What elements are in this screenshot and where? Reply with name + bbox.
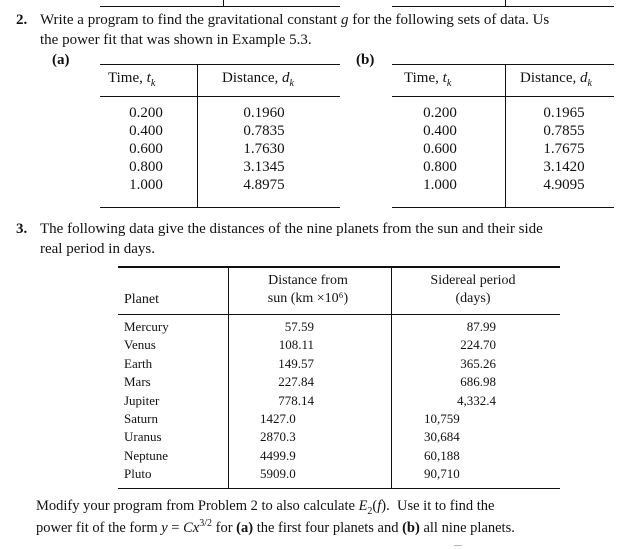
table-cell: 0.400 (423, 123, 457, 139)
table-cell: 0.7835 (243, 123, 285, 139)
top-fragment-line (392, 6, 614, 7)
table-cell: Uranus (124, 429, 162, 445)
distance-col (260, 318, 314, 484)
table-a-col-divider (197, 64, 198, 207)
problem-2-number: 2. (16, 12, 28, 28)
table-cell: 0.7855 (543, 123, 585, 139)
table-cell: 0.600 (423, 141, 457, 157)
table-a-top-rule (100, 64, 340, 65)
table-cell: 0.800 (129, 159, 163, 175)
table-a-bottom-rule (100, 207, 340, 208)
period-header-line2: (days) (455, 291, 491, 306)
table-cell: 5909.0 (260, 466, 296, 482)
problem-2-text-line1: Write a program to find the gravitational constant g for the following sets of data. Us (40, 12, 550, 28)
table-b-time-col (402, 104, 478, 194)
planet-table-header-rule (118, 314, 560, 315)
table-cell: Earth (124, 355, 153, 371)
table-cell: 57.59 (284, 319, 314, 334)
table-cell: 108.11 (278, 337, 314, 353)
table-cell: 1.000 (129, 177, 163, 193)
table-cell: 0.600 (129, 141, 163, 157)
table-cell: 4.8975 (243, 177, 285, 193)
table-cell: Neptune (124, 447, 169, 463)
table-b-header-time: Time, $t_k$ (404, 70, 452, 89)
table-cell: Mars (124, 374, 151, 390)
table-cell: 10,759 (424, 411, 460, 427)
table-b-header-rule (392, 96, 614, 97)
table-a-label: (a) (52, 52, 70, 68)
top-fragment-line (100, 6, 340, 7)
footer-line2: power fit of the form $y = Cx^{3/2}$ for (a) the first four planets and (b) all nine planets. (36, 518, 515, 536)
table-cell: Saturn (124, 411, 158, 427)
table-cell: 1.7675 (543, 141, 585, 157)
table-a-header-rule (100, 96, 340, 97)
table-cell: 4,332.4 (457, 392, 496, 408)
planet-table-bottom-rule (118, 488, 560, 489)
table-cell: 60,188 (424, 447, 460, 463)
table-cell: 0.200 (423, 105, 457, 121)
table-cell: 3.1420 (543, 159, 585, 175)
table-b-top-rule (392, 64, 614, 65)
planet-header: Planet (124, 292, 159, 307)
problem-3-text-line2: real period in days. (40, 241, 155, 257)
table-cell: 3.1345 (243, 159, 285, 175)
table-cell: 0.1960 (243, 105, 285, 121)
table-a-distance-col (226, 104, 302, 194)
table-b-distance-col (526, 104, 602, 194)
table-a-time-col (108, 104, 184, 194)
table-cell: 4.9095 (543, 177, 585, 193)
problem-3-number: 3. (16, 221, 28, 237)
footer-line1: Modify your program from Problem 2 to also calculate $E_2(f)$. Use it to find the (36, 498, 495, 517)
table-cell: 1.7630 (243, 141, 285, 157)
table-cell: 30,684 (424, 429, 460, 445)
table-cell: 1427.0 (260, 411, 296, 427)
table-cell: 4499.9 (260, 447, 296, 463)
table-b-label: (b) (356, 52, 375, 68)
planet-names-col (124, 318, 169, 484)
table-cell: 1.000 (423, 177, 457, 193)
table-cell: 87.99 (466, 319, 496, 334)
table-cell: 149.57 (278, 355, 314, 371)
period-header-line1: Sidereal period (430, 273, 516, 288)
distance-header-line2: sun (km ×10⁶) (267, 291, 349, 306)
table-cell: 90,710 (424, 466, 460, 482)
table-b-bottom-rule (392, 207, 614, 208)
distance-header-line1: Distance from (268, 273, 348, 288)
table-cell: 2870.3 (260, 429, 296, 445)
table-cell: 0.200 (129, 105, 163, 121)
planet-table-divider-1 (228, 266, 229, 488)
problem-2-text-line2: the power fit that was shown in Example 5.3. (40, 32, 312, 48)
period-col (424, 318, 496, 484)
table-cell: Jupiter (124, 392, 160, 408)
table-b-header-distance: Distance, $d_k$ (520, 70, 592, 89)
planet-table-top-rule (118, 266, 560, 268)
planet-table-divider-2 (391, 266, 392, 488)
table-cell: 686.98 (460, 374, 496, 390)
table-cell: Venus (124, 337, 156, 353)
table-cell: 0.1965 (543, 105, 585, 121)
table-cell: 0.400 (129, 123, 163, 139)
table-cell: 365.26 (460, 355, 496, 371)
table-b-col-divider (505, 64, 506, 207)
table-cell: 778.14 (278, 392, 314, 408)
table-a-header-time: Time, $t_k$ (108, 70, 156, 89)
problem-3-text-line1: The following data give the distances of the nine planets from the sun and their side (40, 221, 543, 237)
table-cell: 227.84 (278, 374, 314, 390)
table-cell: Pluto (124, 466, 152, 482)
table-cell: 0.800 (423, 159, 457, 175)
table-a-header-distance: Distance, $d_k$ (222, 70, 294, 89)
table-cell: Mercury (124, 319, 169, 334)
table-cell: 224.70 (460, 337, 496, 353)
page-mark: — (454, 540, 462, 549)
